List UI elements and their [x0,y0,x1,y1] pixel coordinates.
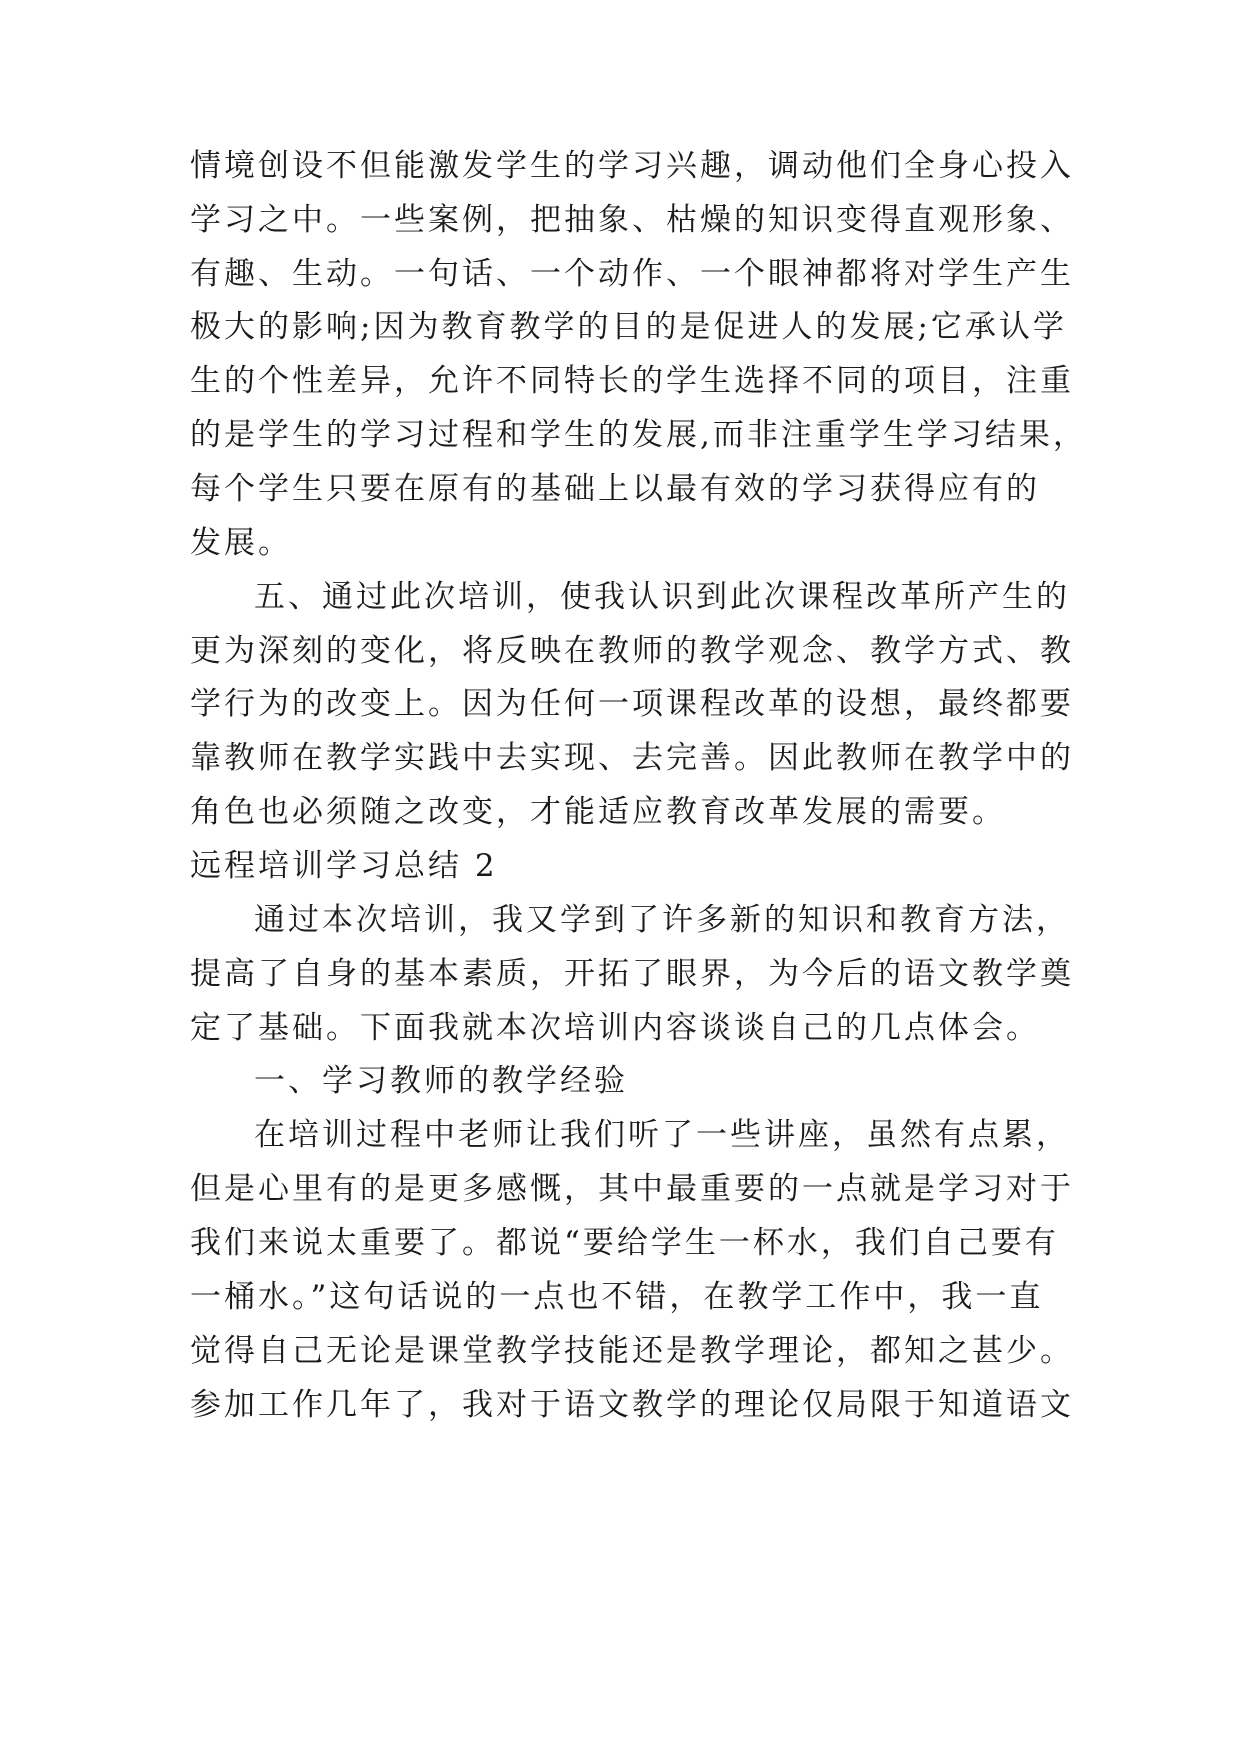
text-line: 极大的影响;因为教育教学的目的是促进人的发展;它承认学 [190,309,1067,345]
text-line: 情境创设不但能激发学生的学习兴趣，调动他们全身心投入 [190,148,1074,184]
text-line: 每个学生只要在原有的基础上以最有效的学习获得应有的 [190,471,1040,507]
text-line: 角色也必须随之改变，才能适应教育改革发展的需要。 [190,794,1006,830]
text-line: 有趣、生动。一句话、一个动作、一个眼神都将对学生产生 [190,256,1074,292]
text-line: 但是心里有的是更多感慨，其中最重要的一点就是学习对于 [190,1171,1074,1207]
text-line: 提高了自身的基本素质，开拓了眼界，为今后的语文教学奠 [190,956,1074,992]
paragraph-start-line: 在培训过程中老师让我们听了一些讲座，虽然有点累， [254,1117,1070,1153]
text-line: 参加工作几年了，我对于语文教学的理论仅局限于知道语文 [190,1387,1074,1423]
text-line: 生的个性差异，允许不同特长的学生选择不同的项目，注重 [190,363,1074,399]
text-line: 我们来说太重要了。都说“要给学生一杯水，我们自己要有 [190,1225,1059,1261]
text-line: 定了基础。下面我就本次培训内容谈谈自己的几点体会。 [190,1010,1040,1046]
text-line: 一桶水。”这句话说的一点也不错，在教学工作中，我一直 [190,1279,1044,1315]
text-line: 学行为的改变上。因为任何一项课程改革的设想，最终都要 [190,686,1074,722]
text-line: 发展。 [190,525,292,561]
subheading: 一、学习教师的教学经验 [254,1063,628,1099]
text-line: 更为深刻的变化，将反映在教师的教学观念、教学方式、教 [190,633,1074,669]
paragraph-start-line: 通过本次培训，我又学到了许多新的知识和教育方法， [254,902,1070,938]
text-line: 靠教师在教学实践中去实现、去完善。因此教师在教学中的 [190,740,1074,776]
text-line: 学习之中。一些案例，把抽象、枯燥的知识变得直观形象、 [190,202,1074,238]
text-line: 觉得自己无论是课堂教学技能还是教学理论，都知之甚少。 [190,1333,1074,1369]
section-heading: 远程培训学习总结 2 [190,848,498,884]
text-line: 的是学生的学习过程和学生的发展,而非注重学生学习结果， [190,417,1087,453]
paragraph-start-line: 五、通过此次培训，使我认识到此次课程改革所产生的 [254,579,1070,615]
